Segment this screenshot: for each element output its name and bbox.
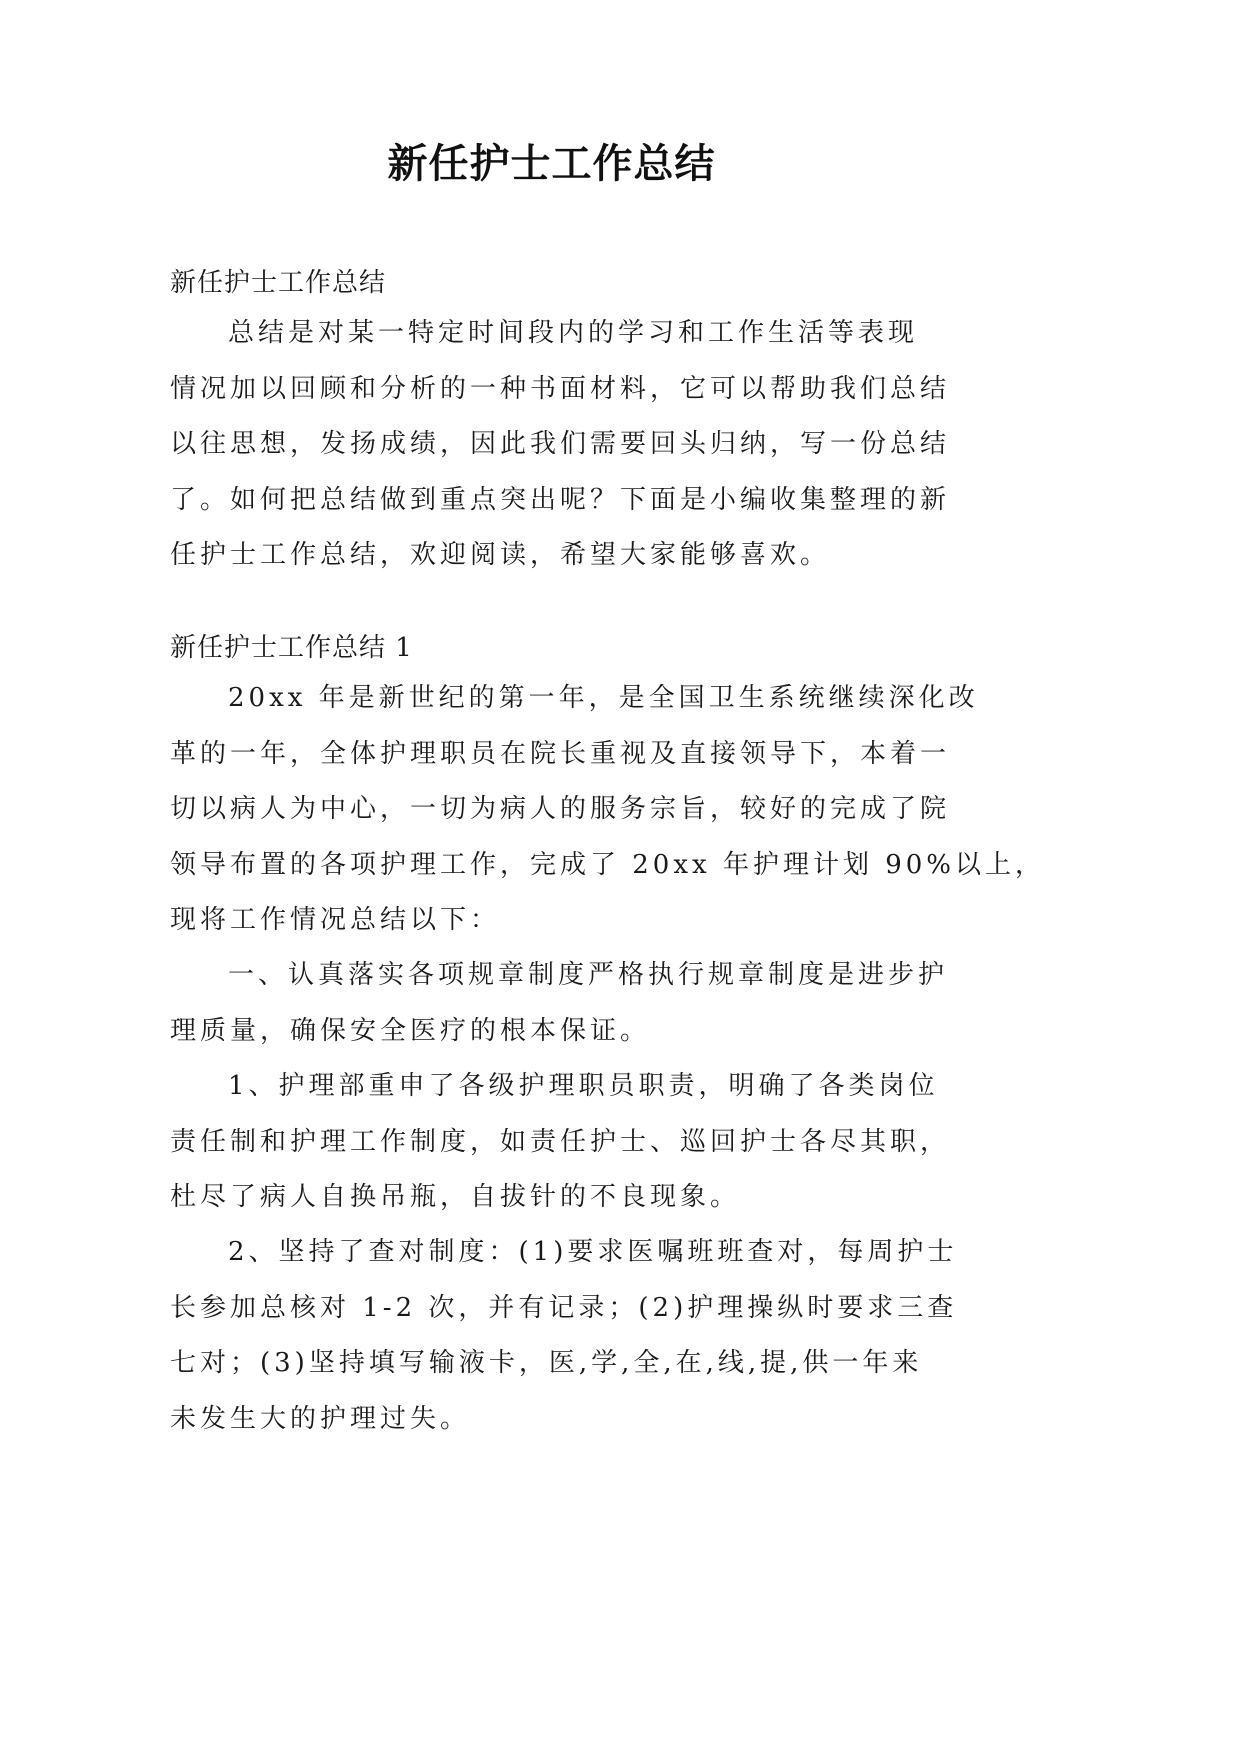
text-line: 革的一年，全体护理职员在院长重视及直接领导下，本着一 — [170, 738, 951, 769]
text-line: 切以病人为中心，一切为病人的服务宗旨，较好的完成了院 — [170, 794, 951, 824]
text-line: 2、坚持了查对制度：(1)要求医嘱班班查对，每周护士 — [228, 1237, 958, 1267]
text-line: 20xx 年是新世纪的第一年，是全国卫生系统继续深化改 — [228, 683, 979, 713]
text-line: 以往思想，发扬成绩，因此我们需要回头归纳，写一份总结 — [170, 429, 951, 459]
text-line: 了。如何把总结做到重点突出呢？下面是小编收集整理的新 — [170, 484, 951, 515]
text-line: 杜尽了病人自换吊瓶，自拔针的不良现象。 — [170, 1182, 741, 1212]
text-line: 责任制和护理工作制度，如责任护士、巡回护士各尽其职， — [170, 1126, 951, 1157]
section-heading: 新任护士工作总结 1 — [170, 633, 413, 663]
text-line: 任护士工作总结，欢迎阅读，希望大家能够喜欢。 — [170, 540, 831, 570]
document-title: 新任护士工作总结 — [387, 140, 716, 187]
text-line: 理质量，确保安全医疗的根本保证。 — [170, 1015, 651, 1046]
section-paragraph — [170, 1225, 970, 1447]
section-paragraph — [170, 948, 970, 1059]
text-line: 未发生大的护理过失。 — [170, 1403, 471, 1434]
section-paragraph — [170, 1059, 970, 1226]
section-paragraph — [170, 671, 1045, 949]
subtitle: 新任护士工作总结 — [170, 268, 387, 298]
text-line: 七对；(3)坚持填写输液卡，医,学,全,在,线,提,供一年来 — [170, 1348, 923, 1378]
intro-paragraph — [170, 306, 970, 584]
text-line: 现将工作情况总结以下： — [170, 905, 501, 935]
text-line: 一、认真落实各项规章制度严格执行规章制度是进步护 — [228, 960, 949, 990]
text-line: 长参加总核对 1-2 次，并有记录；(2)护理操纵时要求三查 — [170, 1292, 958, 1323]
text-line: 1、护理部重申了各级护理职员职责，明确了各类岗位 — [228, 1071, 939, 1101]
text-line: 情况加以回顾和分析的一种书面材料，它可以帮助我们总结 — [170, 373, 951, 404]
text-line: 领导布置的各项护理工作，完成了 20xx 年护理计划 90%以上， — [170, 849, 1045, 880]
text-line: 总结是对某一特定时间段内的学习和工作生活等表现 — [228, 318, 919, 348]
